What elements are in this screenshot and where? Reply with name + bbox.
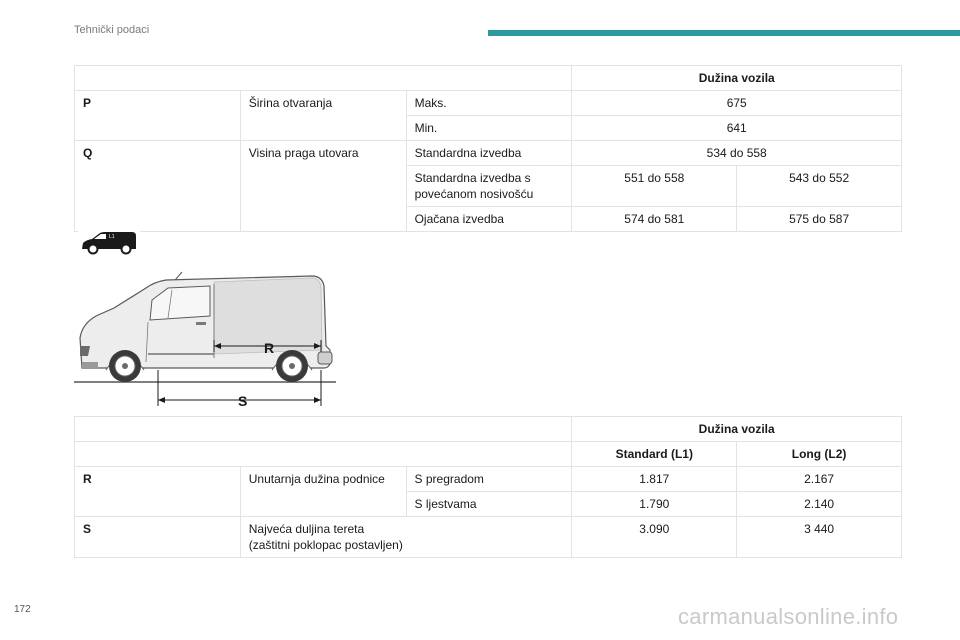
spec-table-length xyxy=(74,416,902,558)
row-sub: S pregradom xyxy=(406,467,572,492)
row-key: S xyxy=(75,517,241,558)
row-value: 534 do 558 xyxy=(572,141,902,166)
row-sub: Maks. xyxy=(406,91,572,116)
row-label: Širina otvaranja xyxy=(240,91,406,141)
row-value-l2: 2.167 xyxy=(737,467,902,492)
row-value: 675 xyxy=(572,91,902,116)
column-header-l2: Long (L2) xyxy=(737,442,902,467)
table-header-vehicle-length: Dužina vozila xyxy=(572,66,902,91)
row-value: 641 xyxy=(572,116,902,141)
row-value-l1: 3.090 xyxy=(572,517,737,558)
row-value-l1: 1.790 xyxy=(572,492,737,517)
row-value-l1: 551 do 558 xyxy=(572,166,737,207)
van-dimension-illustration xyxy=(74,266,344,410)
van-side-icon xyxy=(78,227,140,257)
section-title: Tehnički podaci xyxy=(74,24,150,36)
row-label-line1: Najveća duljina tereta xyxy=(248,522,365,536)
table-cell-empty xyxy=(75,442,572,467)
row-key: P xyxy=(75,91,241,141)
row-value-l1: 1.817 xyxy=(572,467,737,492)
row-label: Visina praga utovara xyxy=(240,141,406,232)
spec-table-opening xyxy=(74,65,902,232)
page-number: 172 xyxy=(14,604,31,615)
dimension-label-r: R xyxy=(264,340,275,356)
table-row xyxy=(75,442,902,467)
dimension-label-s: S xyxy=(238,393,248,409)
table-row xyxy=(75,91,902,116)
row-sub: Min. xyxy=(406,116,572,141)
table-row xyxy=(75,66,902,91)
row-value-l2: 575 do 587 xyxy=(737,207,902,232)
watermark: carmanualsonline.info xyxy=(678,604,899,629)
row-value-l2: 2.140 xyxy=(737,492,902,517)
row-value-l1: 574 do 581 xyxy=(572,207,737,232)
svg-text:L1: L1 xyxy=(109,234,115,240)
table-header-vehicle-length: Dužina vozila xyxy=(572,417,902,442)
table-row xyxy=(75,467,902,492)
row-label xyxy=(240,517,572,558)
table-cell-empty xyxy=(75,66,572,91)
row-sub: Standardna izvedba s povećanom nosivošću xyxy=(406,166,572,207)
row-value-l2: 543 do 552 xyxy=(737,166,902,207)
table-row xyxy=(75,517,902,558)
row-key: Q xyxy=(75,141,241,232)
row-label: Unutarnja dužina podnice xyxy=(240,467,406,517)
row-value-l2: 3 440 xyxy=(737,517,902,558)
accent-bar xyxy=(488,30,960,36)
row-sub: Ojačana izvedba xyxy=(406,207,572,232)
table-row xyxy=(75,141,902,166)
row-sub: S ljestvama xyxy=(406,492,572,517)
row-sub: Standardna izvedba xyxy=(406,141,572,166)
table-row xyxy=(75,417,902,442)
table-cell-empty xyxy=(75,417,572,442)
row-label-line2: (zaštitni poklopac postavljen) xyxy=(248,538,403,552)
column-header-l1: Standard (L1) xyxy=(572,442,737,467)
row-key: R xyxy=(75,467,241,517)
